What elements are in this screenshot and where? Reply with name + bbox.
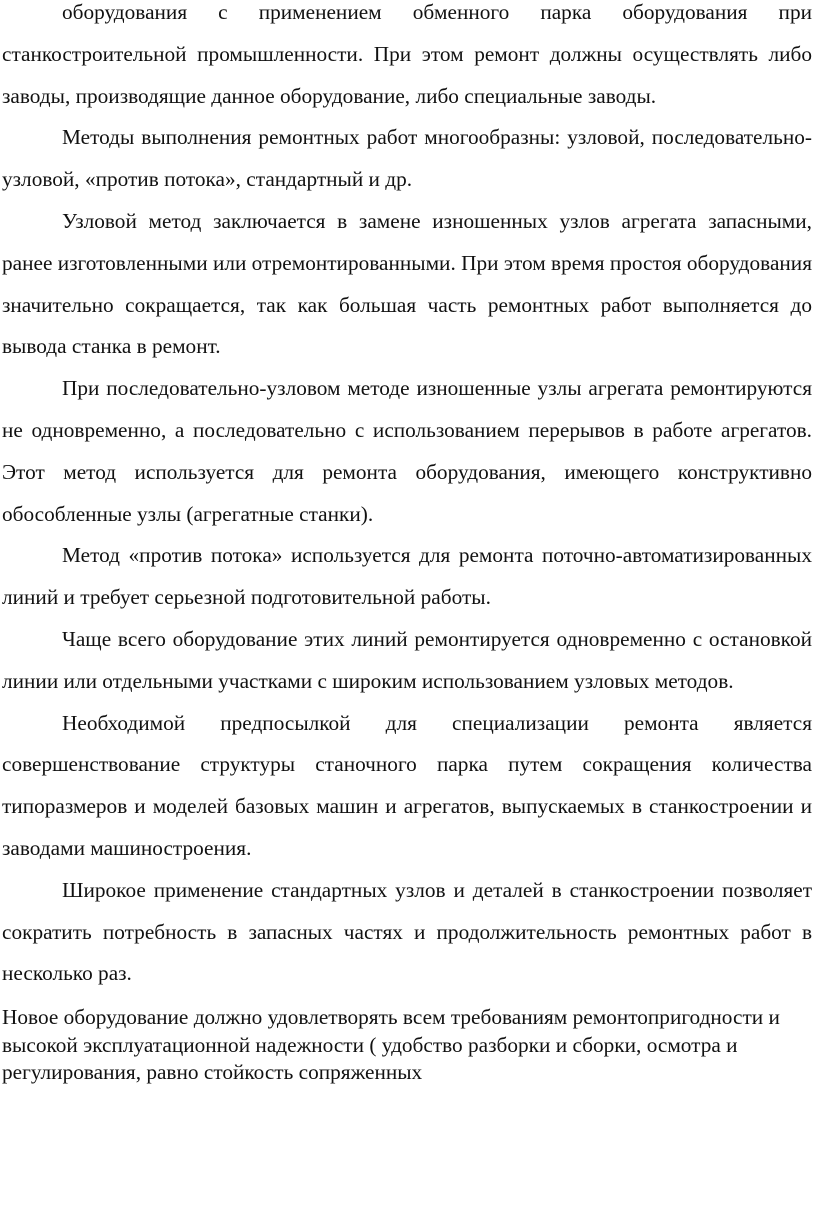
paragraph-specialization-prerequisite: Необходимой предпосылкой для специализации ремонта является совершенствование структуры станочного парка путем сокращения количества типоразмеров и моделей базовых машин и агрегатов, выпускаемых в станкостроении и заводами машиностроения. [2,710,812,860]
paragraph-against-flow-method: Метод «против потока» используется для ремонта поточно-автоматизированных линий и требует серьезной подготовительной работы. [2,543,812,610]
paragraph-line-repair: Чаще всего оборудование этих линий ремонтируется одновременно с остановкой линии или отдельными участками с широким использованием узловых методов. [2,626,812,693]
paragraph-sequential-unit-method: При последовательно-узловом методе изношенные узлы агрегата ремонтируются не одновременно, а последовательно с использованием перерывов в работе агрегатов. Этот метод используется для ремонта оборудования, имеющего конструктивно обособленные узлы (агрегатные станки). [2,376,812,526]
paragraph-standard-units: Широкое применение стандартных узлов и деталей в станкостроении позволяет сократить потребность в запасных частях и продолжительность ремонтных работ в несколько раз. [2,877,812,986]
paragraph-repair-methods: Методы выполнения ремонтных работ многообразны: узловой, последовательно-узловой, «против потока», стандартный и др. [2,125,812,192]
paragraph-unit-method: Узловой метод заключается в замене изношенных узлов агрегата запасными, ранее изготовленными или отремонтированными. При этом время простоя оборудования значительно сокращается, так как большая часть ремонтных работ выполняется до вывода станка в ремонт. [2,208,812,359]
paragraph-continuation: оборудования с применением обменного парка оборудования при станкостроительной промышленности. При этом ремонт должны осуществлять либо заводы, производящие данное оборудование, либо специальные заводы. [2,0,812,108]
paragraph-new-equipment: Новое оборудование должно удовлетворять всем требованиям ремонтопригодности и высокой эксплуатационной надежности ( удобство разборки и сборки, осмотра и регулирования, равно стойкость сопряженных [2,1005,780,1085]
